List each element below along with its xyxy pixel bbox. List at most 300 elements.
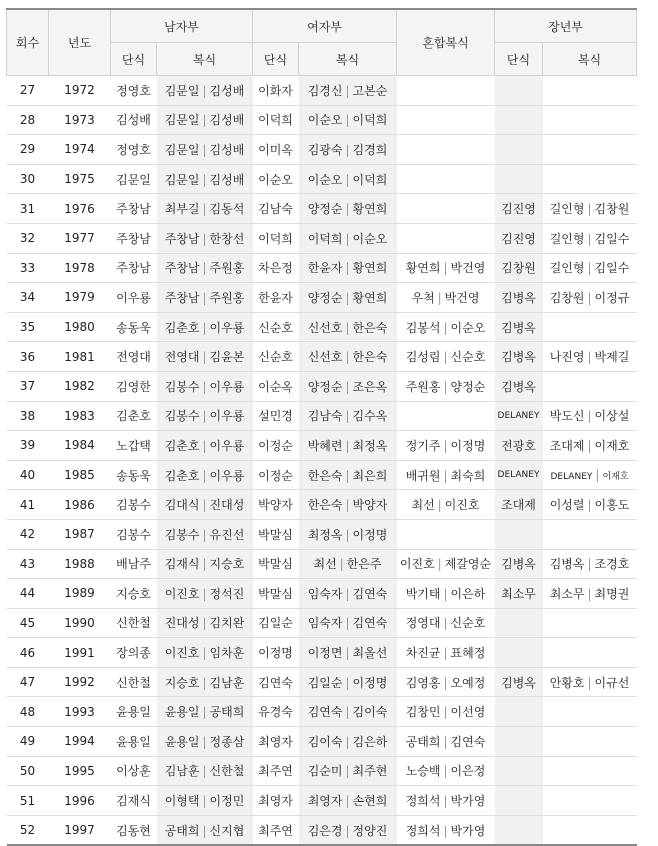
year-cell: 1995: [49, 756, 111, 786]
round-cell: 48: [7, 697, 49, 727]
player-name: 조경호: [594, 557, 630, 572]
senior-doubles-cell: [543, 105, 637, 135]
player-name: 김성배: [209, 172, 245, 187]
women-doubles-cell: [299, 667, 397, 697]
senior-doubles-cell: [543, 490, 637, 520]
year-cell: 1992: [49, 667, 111, 697]
player-name: 김남훈: [164, 764, 200, 779]
men-doubles-cell: [157, 253, 253, 283]
mixed-doubles-cell: [397, 312, 495, 342]
player-name: 신한철: [209, 764, 245, 779]
women-doubles-cell: [299, 460, 397, 490]
men-doubles-cell: [157, 519, 253, 549]
senior-doubles-cell: [543, 371, 637, 401]
women-singles-cell: 신순호: [253, 342, 299, 372]
player-name: 김봉수: [164, 379, 200, 394]
pair-separator: |: [587, 409, 592, 424]
player-name: 주창남: [164, 261, 200, 276]
player-name: 공태희: [164, 823, 200, 838]
player-name: 이선영: [450, 705, 486, 720]
women-singles-cell: 최주연: [253, 756, 299, 786]
year-cell: 1983: [49, 401, 111, 431]
mixed-doubles-cell: [397, 135, 495, 165]
table-row: [7, 401, 637, 431]
player-name: 김경신: [307, 83, 343, 98]
player-name: 김성배: [209, 83, 245, 98]
player-name: 김성배: [209, 113, 245, 128]
player-name: 김이숙: [352, 705, 388, 720]
table-row: [7, 490, 637, 520]
round-cell: 30: [7, 164, 49, 194]
pair-separator: |: [345, 231, 350, 246]
men-singles-cell: 주창남: [111, 194, 157, 224]
women-singles-cell: 이정순: [253, 460, 299, 490]
table-row: [7, 431, 637, 461]
women-singles-cell: 차은정: [253, 253, 299, 283]
player-name: 이우룡: [209, 468, 245, 483]
senior-doubles-cell: [543, 638, 637, 668]
senior-singles-cell: 김병옥: [495, 312, 543, 342]
men-doubles-cell: [157, 76, 253, 106]
men-singles-cell: 신한철: [111, 608, 157, 638]
year-cell: 1985: [49, 460, 111, 490]
player-name: 이진호: [444, 498, 480, 513]
player-name: 김경희: [352, 142, 388, 157]
round-cell: 36: [7, 342, 49, 372]
header-women: 여자부: [253, 9, 397, 43]
pair-separator: |: [443, 616, 448, 631]
men-doubles-cell: [157, 283, 253, 313]
senior-doubles-cell: [543, 194, 637, 224]
pair-separator: |: [443, 261, 448, 276]
player-name: 김봉수: [164, 409, 200, 424]
senior-doubles-cell: [543, 756, 637, 786]
senior-singles-cell: 전광호: [495, 431, 543, 461]
pair-separator: |: [587, 350, 592, 365]
player-name: 김봉석: [405, 320, 441, 335]
player-name: 김은경: [307, 823, 343, 838]
player-name: 김은하: [352, 734, 388, 749]
women-doubles-cell: [299, 164, 397, 194]
player-name: 김연숙: [307, 705, 343, 720]
round-cell: 44: [7, 579, 49, 609]
senior-singles-cell: [495, 638, 543, 668]
mixed-doubles-cell: [397, 76, 495, 106]
table-row: [7, 815, 637, 845]
player-name: 김수옥: [352, 409, 388, 424]
pair-separator: |: [202, 794, 207, 809]
mixed-doubles-cell: [397, 638, 495, 668]
senior-doubles-cell: [543, 549, 637, 579]
round-cell: 39: [7, 431, 49, 461]
pair-separator: |: [202, 83, 207, 98]
pair-separator: |: [345, 438, 350, 453]
pair-separator: |: [202, 142, 207, 157]
round-cell: 28: [7, 105, 49, 135]
table-row: [7, 253, 637, 283]
pair-separator: |: [443, 438, 448, 453]
pair-separator: |: [202, 350, 207, 365]
men-doubles-cell: [157, 756, 253, 786]
player-name: 김재식: [164, 557, 200, 572]
mixed-doubles-cell: [397, 371, 495, 401]
pair-separator: |: [202, 261, 207, 276]
senior-singles-cell: [495, 519, 543, 549]
header-senior: 장년부: [495, 9, 637, 43]
year-cell: 1991: [49, 638, 111, 668]
championship-results-table: [6, 8, 637, 846]
year-cell: 1973: [49, 105, 111, 135]
player-name: 박건영: [450, 261, 486, 276]
player-name: 김연숙: [352, 586, 388, 601]
player-name: 이순오: [450, 320, 486, 335]
women-singles-cell: 이덕희: [253, 105, 299, 135]
women-doubles-cell: [299, 371, 397, 401]
round-cell: 43: [7, 549, 49, 579]
table-row: [7, 697, 637, 727]
pair-separator: |: [345, 409, 350, 424]
round-cell: 33: [7, 253, 49, 283]
pair-separator: |: [587, 290, 592, 305]
women-singles-cell: 최영자: [253, 727, 299, 757]
pair-separator: |: [587, 231, 592, 246]
women-singles-cell: 이화자: [253, 76, 299, 106]
pair-separator: |: [202, 468, 207, 483]
women-doubles-cell: [299, 697, 397, 727]
round-cell: 42: [7, 519, 49, 549]
mixed-doubles-cell: [397, 431, 495, 461]
player-name: 김문일: [164, 172, 200, 187]
round-cell: 47: [7, 667, 49, 697]
pair-separator: |: [443, 646, 448, 661]
senior-doubles-cell: [543, 401, 637, 431]
player-name: 주원홍: [405, 379, 441, 394]
table-row: [7, 194, 637, 224]
player-name: 김남훈: [209, 675, 245, 690]
player-name: 이덕희: [352, 172, 388, 187]
header-men-singles: 단식: [111, 43, 157, 76]
player-name: 이우룡: [209, 379, 245, 394]
header-round: 회수: [7, 9, 49, 76]
pair-separator: |: [345, 83, 350, 98]
men-singles-cell: 이우룡: [111, 283, 157, 313]
year-cell: 1984: [49, 431, 111, 461]
women-doubles-cell: [299, 105, 397, 135]
senior-singles-cell: 김진영: [495, 194, 543, 224]
men-doubles-cell: [157, 815, 253, 845]
table-row: [7, 460, 637, 490]
women-doubles-cell: [299, 135, 397, 165]
mixed-doubles-cell: [397, 579, 495, 609]
player-name: 김일수: [594, 231, 630, 246]
player-name: 김성림: [405, 350, 441, 365]
pair-separator: |: [443, 764, 448, 779]
senior-doubles-cell: [543, 135, 637, 165]
player-name: 최영자: [307, 794, 343, 809]
round-cell: 29: [7, 135, 49, 165]
men-singles-cell: 장의종: [111, 638, 157, 668]
player-name: 박건영: [444, 290, 480, 305]
women-doubles-cell: [299, 519, 397, 549]
player-name: 김윤본: [209, 350, 245, 365]
mixed-doubles-cell: [397, 667, 495, 697]
player-name: 이정명: [352, 527, 388, 542]
pair-separator: |: [443, 586, 448, 601]
player-name: 박기태: [405, 586, 441, 601]
player-name: 양정순: [307, 202, 343, 217]
player-name: 임숙자: [307, 586, 343, 601]
table-row: [7, 579, 637, 609]
header-senior-doubles: 복식: [543, 43, 637, 76]
year-cell: 1981: [49, 342, 111, 372]
women-singles-cell: 최영자: [253, 786, 299, 816]
senior-doubles-cell: [543, 342, 637, 372]
women-singles-cell: 최주연: [253, 815, 299, 845]
player-name: 황연희: [405, 261, 441, 276]
men-singles-cell: 김봉수: [111, 490, 157, 520]
player-name: 김문일: [164, 113, 200, 128]
table-row: [7, 76, 637, 106]
women-singles-cell: 김연숙: [253, 667, 299, 697]
player-name: 정희석: [405, 794, 441, 809]
pair-separator: |: [345, 734, 350, 749]
men-doubles-cell: [157, 460, 253, 490]
senior-singles-cell: [495, 756, 543, 786]
player-name: 정영대: [405, 616, 441, 631]
senior-singles-cell: [495, 697, 543, 727]
player-name: 정기주: [405, 438, 441, 453]
pair-separator: |: [345, 764, 350, 779]
year-cell: 1982: [49, 371, 111, 401]
pair-separator: |: [595, 468, 600, 483]
men-doubles-cell: [157, 105, 253, 135]
player-name: 신순호: [450, 350, 486, 365]
pair-separator: |: [437, 557, 442, 572]
table-row: [7, 727, 637, 757]
player-name: 지승호: [164, 675, 200, 690]
round-cell: 40: [7, 460, 49, 490]
pair-separator: |: [437, 290, 442, 305]
pair-separator: |: [202, 646, 207, 661]
table-row: [7, 667, 637, 697]
round-cell: 52: [7, 815, 49, 845]
player-name: 박제길: [594, 350, 630, 365]
player-name: 김병옥: [549, 557, 585, 572]
player-name: 김춘호: [164, 438, 200, 453]
player-name: 최정옥: [352, 438, 388, 453]
women-singles-cell: 박말심: [253, 519, 299, 549]
player-name: 김치완: [209, 616, 245, 631]
men-doubles-cell: [157, 579, 253, 609]
women-singles-cell: 김일순: [253, 608, 299, 638]
player-name: 윤용일: [164, 705, 200, 720]
pair-separator: |: [345, 113, 350, 128]
player-name: 주창남: [164, 290, 200, 305]
senior-doubles-cell: [543, 312, 637, 342]
player-name: 박양자: [352, 498, 388, 513]
women-singles-cell: 이순오: [253, 164, 299, 194]
senior-doubles-cell: [543, 727, 637, 757]
player-name: 이재호: [594, 438, 630, 453]
player-name: 임숙자: [307, 616, 343, 631]
women-singles-cell: 신순호: [253, 312, 299, 342]
senior-singles-cell: 김병옥: [495, 667, 543, 697]
senior-singles-cell: [495, 105, 543, 135]
player-name: 정양진: [352, 823, 388, 838]
table-row: [7, 164, 637, 194]
round-cell: 35: [7, 312, 49, 342]
men-singles-cell: 윤용일: [111, 697, 157, 727]
player-name: 이덕희: [352, 113, 388, 128]
women-doubles-cell: [299, 342, 397, 372]
table-row: [7, 786, 637, 816]
player-name: 한은숙: [307, 468, 343, 483]
round-cell: 34: [7, 283, 49, 313]
senior-singles-cell: [495, 815, 543, 845]
player-name: 우척: [411, 290, 435, 305]
player-name: 이정면: [307, 646, 343, 661]
pair-separator: |: [587, 675, 592, 690]
pair-separator: |: [345, 498, 350, 513]
player-name: 최올선: [352, 646, 388, 661]
women-singles-cell: 이정명: [253, 638, 299, 668]
player-name: 김연숙: [450, 734, 486, 749]
player-name: 최은희: [352, 468, 388, 483]
player-name: 이형택: [164, 794, 200, 809]
pair-separator: |: [443, 823, 448, 838]
women-doubles-cell: [299, 401, 397, 431]
player-name: 진대성: [164, 616, 200, 631]
women-singles-cell: 이미옥: [253, 135, 299, 165]
men-doubles-cell: [157, 312, 253, 342]
women-doubles-cell: [299, 786, 397, 816]
table-row: [7, 756, 637, 786]
pair-separator: |: [202, 202, 207, 217]
mixed-doubles-cell: [397, 608, 495, 638]
player-name: 최선: [411, 498, 435, 513]
player-name: 이순오: [307, 113, 343, 128]
player-name: 이은하: [450, 586, 486, 601]
senior-singles-cell: [495, 164, 543, 194]
table-row: [7, 638, 637, 668]
senior-singles-cell: DELANEY: [495, 401, 543, 431]
mixed-doubles-cell: [397, 815, 495, 845]
player-name: 최명권: [594, 586, 630, 601]
player-name: 김영홍: [405, 675, 441, 690]
round-cell: 32: [7, 223, 49, 253]
men-singles-cell: 노갑택: [111, 431, 157, 461]
header-senior-singles: 단식: [495, 43, 543, 76]
senior-doubles-cell: [543, 223, 637, 253]
year-cell: 1990: [49, 608, 111, 638]
senior-doubles-cell: [543, 460, 637, 490]
pair-separator: |: [443, 675, 448, 690]
pair-separator: |: [345, 646, 350, 661]
men-singles-cell: 송동욱: [111, 460, 157, 490]
pair-separator: |: [345, 705, 350, 720]
pair-separator: |: [345, 350, 350, 365]
men-doubles-cell: [157, 223, 253, 253]
pair-separator: |: [443, 320, 448, 335]
pair-separator: |: [587, 438, 592, 453]
header-men: 남자부: [111, 9, 253, 43]
women-doubles-cell: [299, 194, 397, 224]
women-singles-cell: 김남숙: [253, 194, 299, 224]
men-singles-cell: 김재식: [111, 786, 157, 816]
player-name: 최주현: [352, 764, 388, 779]
round-cell: 49: [7, 727, 49, 757]
women-singles-cell: 설민경: [253, 401, 299, 431]
senior-doubles-cell: [543, 786, 637, 816]
round-cell: 46: [7, 638, 49, 668]
player-name: 김춘호: [164, 468, 200, 483]
year-cell: 1977: [49, 223, 111, 253]
senior-doubles-cell: [543, 164, 637, 194]
year-cell: 1989: [49, 579, 111, 609]
round-cell: 38: [7, 401, 49, 431]
mixed-doubles-cell: [397, 460, 495, 490]
men-singles-cell: 윤용일: [111, 727, 157, 757]
mixed-doubles-cell: [397, 401, 495, 431]
men-doubles-cell: [157, 638, 253, 668]
table-row: [7, 283, 637, 313]
senior-singles-cell: 최소무: [495, 579, 543, 609]
player-name: 이정명: [450, 438, 486, 453]
player-name: 박가영: [450, 823, 486, 838]
men-singles-cell: 정영호: [111, 135, 157, 165]
women-singles-cell: 박양자: [253, 490, 299, 520]
men-doubles-cell: [157, 786, 253, 816]
pair-separator: |: [443, 705, 448, 720]
player-name: 이홍도: [594, 498, 630, 513]
header-year: 년도: [49, 9, 111, 76]
pair-separator: |: [345, 290, 350, 305]
year-cell: 1978: [49, 253, 111, 283]
player-name: 표혜정: [450, 646, 486, 661]
player-name: 황연희: [352, 290, 388, 305]
player-name: 안황호: [549, 675, 585, 690]
men-singles-cell: 주창남: [111, 223, 157, 253]
player-name: 이순오: [352, 231, 388, 246]
mixed-doubles-cell: [397, 786, 495, 816]
women-doubles-cell: [299, 815, 397, 845]
senior-singles-cell: 조대제: [495, 490, 543, 520]
women-singles-cell: 이순옥: [253, 371, 299, 401]
round-cell: 41: [7, 490, 49, 520]
senior-singles-cell: 김진영: [495, 223, 543, 253]
player-name: 김창원: [594, 202, 630, 217]
pair-separator: |: [202, 409, 207, 424]
round-cell: 37: [7, 371, 49, 401]
player-name: 황연희: [352, 202, 388, 217]
pair-separator: |: [202, 557, 207, 572]
player-name: 정석진: [209, 586, 245, 601]
mixed-doubles-cell: [397, 283, 495, 313]
senior-singles-cell: [495, 135, 543, 165]
player-name: 신지협: [209, 823, 245, 838]
player-name: 김광숙: [307, 142, 343, 157]
women-doubles-cell: [299, 76, 397, 106]
men-doubles-cell: [157, 431, 253, 461]
player-name: 이우룡: [209, 409, 245, 424]
table-row: [7, 549, 637, 579]
pair-separator: |: [345, 794, 350, 809]
player-name: 김순미: [307, 764, 343, 779]
player-name: 전영대: [164, 350, 200, 365]
table-row: [7, 312, 637, 342]
year-cell: 1972: [49, 76, 111, 106]
player-name: 오예정: [450, 675, 486, 690]
